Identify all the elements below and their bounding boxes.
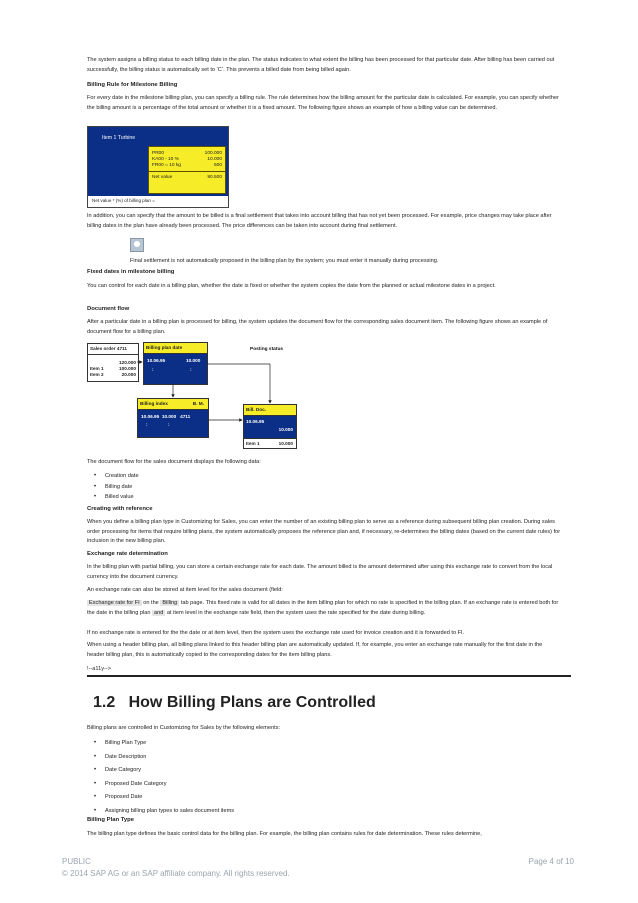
doc-flow-list <box>93 471 139 503</box>
heading-creating-reference: Creating with reference <box>87 506 153 512</box>
billing-doc-item: Item 1 10.000 <box>243 438 297 449</box>
footer-page-number: Page 4 of 10 <box>528 857 574 866</box>
exchange-paragraph-1: In the billing plan with partial billing, you can store a certain exchange rate for each date. The amount billed is the amount determined after using this exchange rate to convert from the local currency into the document currency. <box>87 564 553 580</box>
exchange-paragraph-3: Exchange rate for FI on the Billing tab page. This fixed rate is valid for all dates in the item billing plan for which no rate is specified in the billing plan. If an exchange rate is entered both for the date in the billing plan and at item level in the exchange rate field, then the system uses the rate specified for the date during billing. <box>87 600 559 616</box>
note-icon <box>130 238 144 252</box>
billing-rule-paragraph: For every date in the milestone billing plan, you can specify a billing rule. The rule determines how the billing amount for the particular date is calculated. For example, you can specify whether the billing amount is a percentage of the total amount or whether it is a fixed amount. The following figure shows an example of how a billing value can be determined. <box>87 95 559 111</box>
flow-arrows <box>87 340 317 450</box>
net-value-row: Net value 90.500 <box>152 175 222 180</box>
list-item: • Creation date <box>93 471 139 482</box>
billing-doc-box: 10.06.95 10.000 <box>243 415 297 439</box>
figure-conditions-box <box>148 146 226 194</box>
billing-plan-box: 10.06.95 10.000 : : <box>143 353 208 385</box>
field-exchange-rate-fi: Exchange rate for FI <box>89 600 140 606</box>
list-item: • Billing date <box>93 482 139 493</box>
note-text: Final settlement is not automatically proposed in the billing plan by the system; you must enter it manually during processing. <box>130 258 439 264</box>
reference-paragraph: When you define a billing plan type in Customizing for Sales, you can enter the number of an existing billing plan to serve as a reference during subsequent billing plan creation. During sales order processing for items that require billing plans, the system automatically proposes the reference plan and, if necessary, re-determines the billing dates (based on the current date rules) for inclusion in the new billing plan. <box>87 519 561 545</box>
fixed-dates-paragraph: You can control for each date in a billing plan, whether the date is fixed or whether the system copies the date from the planned or actual milestone dates in a project. <box>87 283 496 289</box>
billing-index-header: Billing index B. M. <box>137 398 209 410</box>
list-item: • Assigning billing plan types to sales document items <box>93 805 234 819</box>
list-item: • Proposed Date Category <box>93 778 234 792</box>
intro-paragraph: The system assigns a billing status to each billing date in the plan. The status indicates to what extent the billing has been processed for that particular date. After billing has been carried out successfully, the billing status is automatically set to ‘C’. This prevents a billed date from being billed again. <box>87 57 555 73</box>
list-item: • Date Description <box>93 751 234 765</box>
heading-exchange-rate: Exchange rate determination <box>87 551 168 557</box>
a11y-marker: !--a11y--> <box>87 666 111 672</box>
figure-item-title: Item 1 Turbine <box>102 135 136 141</box>
billing-value-figure <box>87 126 229 208</box>
exchange-paragraph-2: An exchange rate can also be stored at item level for the sales document (field: <box>87 587 283 593</box>
list-item: • Billed value <box>93 492 139 503</box>
final-settlement-paragraph: In addition, you can specify that the amount to be billed is a final settlement that takes into account billing that has not yet been processed. For example, price changes may take place after billing dates in the plan have already been processed. The price differences can be taken into account during final settlement. <box>87 213 552 229</box>
footer-public: PUBLIC <box>62 857 91 866</box>
figure-panel <box>88 127 228 196</box>
tab-billing: Billing <box>162 600 178 606</box>
posting-status-label: Posting status <box>250 347 284 352</box>
billing-plan-type-paragraph: The billing plan type defines the basic control data for the billing plan. For example, the billing plan contains rules for date determination. These rules determine, <box>87 831 482 837</box>
condition-row: PR00 100.000 <box>152 151 222 156</box>
figure-formula: Net value * (%) of billing plan = <box>92 198 155 203</box>
heading-fixed-dates: Fixed dates in milestone billing <box>87 269 175 275</box>
condition-row: FR00 = 10 kg 500 <box>152 163 222 168</box>
controlled-paragraph: Billing plans are controlled in Customizing for Sales by the following elements: <box>87 725 281 731</box>
section-heading <box>93 694 376 712</box>
controlled-list <box>93 737 234 818</box>
sales-order-box: Sales order 4711 120.000 Item 1 100.000 Item 2 20.000 <box>87 343 139 382</box>
document-flow-paragraph: After a particular date in a billing plan is processed for billing, the system updates the document flow for the corresponding sales document item. The following figure shows an example of document flow for a billing plan. <box>87 319 548 335</box>
section-title: How Billing Plans are Controlled <box>128 694 376 711</box>
billing-index-box: 10.06.95 10.000 4711 : : <box>137 409 209 438</box>
billing-plan-header: Billing plan date <box>143 342 208 354</box>
section-number: 1.2 <box>93 694 116 711</box>
section-divider <box>87 675 571 677</box>
billing-doc-header: Bill. Doc. <box>243 404 297 416</box>
exchange-paragraph-4: If no exchange rate is entered for the the date or at item level, then the system uses the exchange rate used for invoice creation and it is forwarded to FI. <box>87 630 465 636</box>
heading-document-flow: Document flow <box>87 306 130 312</box>
doc-flow-list-intro: The document flow for the sales document displays the following data: <box>87 459 261 465</box>
heading-billing-plan-type: Billing Plan Type <box>87 817 135 823</box>
list-item: • Billing Plan Type <box>93 737 234 751</box>
list-item: • Date Category <box>93 764 234 778</box>
heading-billing-rule: Billing Rule for Milestone Billing <box>87 82 178 88</box>
exchange-paragraph-5: When using a header billing plan, all billing plans linked to this header billing plan are automatically updated. If, for example, you enter an exchange rate manually for the first date in the header billing plan, this is automatically copied to the corresponding dates for the item billing plans. <box>87 642 543 658</box>
condition-row: KA00 - 10 % 10.000 <box>152 157 222 162</box>
list-item: • Proposed Date <box>93 791 234 805</box>
footer-copyright: © 2014 SAP AG or an SAP affiliate company. All rights reserved. <box>62 869 290 878</box>
